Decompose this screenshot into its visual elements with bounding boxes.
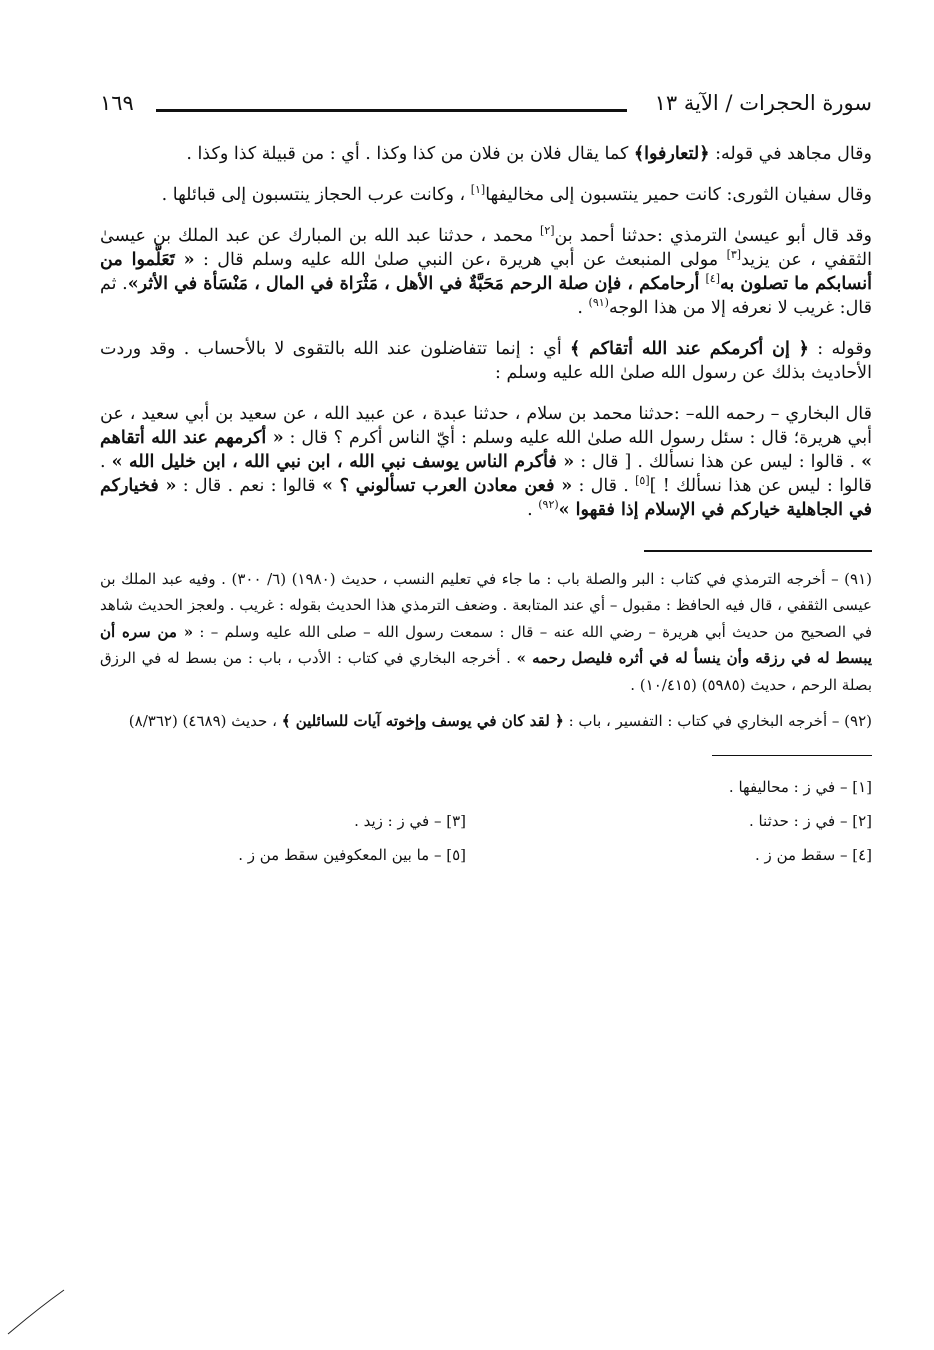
pen-stroke-mark: [6, 1286, 66, 1336]
notes-column-left: [100, 770, 466, 872]
paragraph-sufyan: وقال سفيان الثورى: كانت حمير ينتسبون إلى مخاليفها[١] ، وكانت عرب الحجاز ينتسبون إلى قبائلها .: [161, 183, 872, 205]
note-3: [٣] – في ز : زيد .: [354, 812, 466, 830]
footnotes: [100, 566, 872, 735]
note-ref: [٥]: [635, 474, 650, 488]
header-rule: [156, 109, 627, 112]
hadith-quote: « أكرمهم عند الله أتقاهم »: [100, 428, 872, 472]
quran-quote: ﴿ لقد كان في يوسف وإخوته آيات للسائلين ﴾: [281, 712, 564, 730]
notes-separator: [100, 755, 872, 757]
note-2: [٢] – في ز : حدثنا .: [748, 812, 872, 830]
hadith-quote: « فأكرم الناس يوسف نبي الله ، ابن نبي الله ، ابن خليل الله »: [111, 452, 575, 472]
editorial-notes: [100, 770, 872, 872]
paragraph-bukhari: قال البخاري – رحمه الله– :حدثنا محمد بن سلام ، حدثنا عبدة ، عن عبيد الله ، عن سعيد بن أبي سعيد ، عن أبي هريرة؛ قال : سئل رسول الله صلىٰ الله عليه وسلم : أيّ الناس أكرم ؟ قال : « أكرمهم عند الله أتقاهم » . قالوا : ليس عن هذا نسألك . [ قال : « فأكرم الناس يوسف نبي الله ، ابن نبي الله ، ابن خليل الله » . قالوا : ليس عن هذا نسألك ! ][٥] . قال : « فعن معادن العرب تسألوني ؟ » قالوا : نعم . قال : « فخياركم في الجاهلية خياركم في الإسلام إذا فقهوا »$^{(٩٢)}$ .: [100, 404, 872, 520]
note-ref: [٣]: [726, 248, 742, 262]
quran-quote: ﴿ إن أكرمكم عند الله أتقاكم ﴾: [570, 339, 809, 359]
note-4: [٤] – سقط من ز .: [755, 846, 872, 864]
hadith-quote: أرحامكم ، فإن صلة الرحم مَحَبَّةٌ في الأهل ، مَثْرَاة في المال ، مَنْسَأة في الأثر»: [127, 274, 706, 294]
notes-column-right: [506, 770, 872, 872]
paragraph-tirmidhi: وقد قال أبو عيسىٰ الترمذي :حدثنا أحمد بن[٢] محمد ، حدثنا عبد الله بن المبارك عن عبد الملك بن عيسىٰ الثقفي ، عن يزيد[٣] مولى المنبعث عن أبي هريرة ،عن النبي صلىٰ الله عليه وسلم قال : « تَعَلَّموا من أنسابكم ما تصلون به[٤] أرحامكم ، فإن صلة الرحم مَحَبَّةٌ في الأهل ، مَثْرَاة في المال ، مَنْسَأة في الأثر». ثم قال: غريب لا نعرفه إلا من هذا الوجه$^{(٩١)}$ .: [100, 224, 873, 318]
footnote-ref: (٩٢): [538, 498, 559, 512]
hadith-quote: « فخياركم في الجاهلية خياركم في الإسلام إذا فقهوا »: [100, 476, 872, 520]
hadith-quote: « تَعَلَّموا من أنسابكم ما تصلون به: [100, 250, 872, 294]
note-ref: [٤]: [705, 272, 720, 286]
footnote-92: (٩٢) – أخرجه البخاري في كتاب : التفسير ، باب : ﴿ لقد كان في يوسف وإخوته آيات للسائلين ﴾ ، حديث (٤٦٨٩) (٨/٣٦٢): [128, 712, 872, 730]
running-title: سورة الحجرات / الآية ١٣: [654, 91, 872, 115]
paragraph-verse: وقوله : ﴿ إن أكرمكم عند الله أتقاكم ﴾ أي : إنما تتفاضلون عند الله بالتقوى لا بالأحساب . وقد وردت الأحاديث بذلك عن رسول الله صلىٰ الله عليه وسلم :: [100, 339, 873, 383]
hadith-quote: « فعن معادن العرب تسألوني ؟ »: [321, 476, 573, 496]
main-text: [100, 142, 872, 522]
paragraph-mujahid: وقال مجاهد في قوله: ﴿لتعارفوا﴾ كما يقال فلان بن فلان من كذا وكذا . أي : من قبيلة كذا وكذا .: [186, 144, 872, 164]
note-ref: [٢]: [540, 224, 555, 238]
note-5: [٥] – ما بين المعكوفين سقط من ز .: [238, 846, 466, 864]
page-number: ١٦٩: [100, 91, 134, 115]
page-header: [100, 84, 872, 122]
hadith-quote: « من سره أن يبسط له في رزقه وأن ينسأ له في أثره فليصل رحمه »: [100, 622, 873, 667]
footnote-separator: [100, 550, 872, 552]
quran-quote: ﴿لتعارفوا﴾: [633, 144, 710, 164]
note-ref: [١]: [470, 183, 486, 197]
footnote-ref: (٩١): [588, 296, 609, 310]
book-page: [100, 84, 872, 872]
note-1: [١] – في ز : محاليفها .: [728, 778, 872, 796]
footnote-91: (٩١) – أخرجه الترمذي في كتاب : البر والصلة باب : ما جاء في تعليم النسب ، حديث (١٩٨٠) (٦/ ٣٠٠) . وفيه عبد الملك بن عيسى الثقفي ، قال فيه الحافظ : مقبول – أي عند المتابعة . وضعف الترمذي هذا الحديث بقوله : غريب . ولعجز الحديث شاهد في الصحيح من حديث أبي هريرة – رضي الله عنه – قال : سمعت رسول الله – صلى الله عليه وسلم – : « من سره أن يبسط له في رزقه وأن ينسأ له في أثره فليصل رحمه » . أخرجه البخاري في كتاب : الأدب ، باب : من بسط له في الرزق بصلة الرحم ، حديث (٥٩٨٥) (١٠/٤١٥) .: [100, 569, 873, 694]
